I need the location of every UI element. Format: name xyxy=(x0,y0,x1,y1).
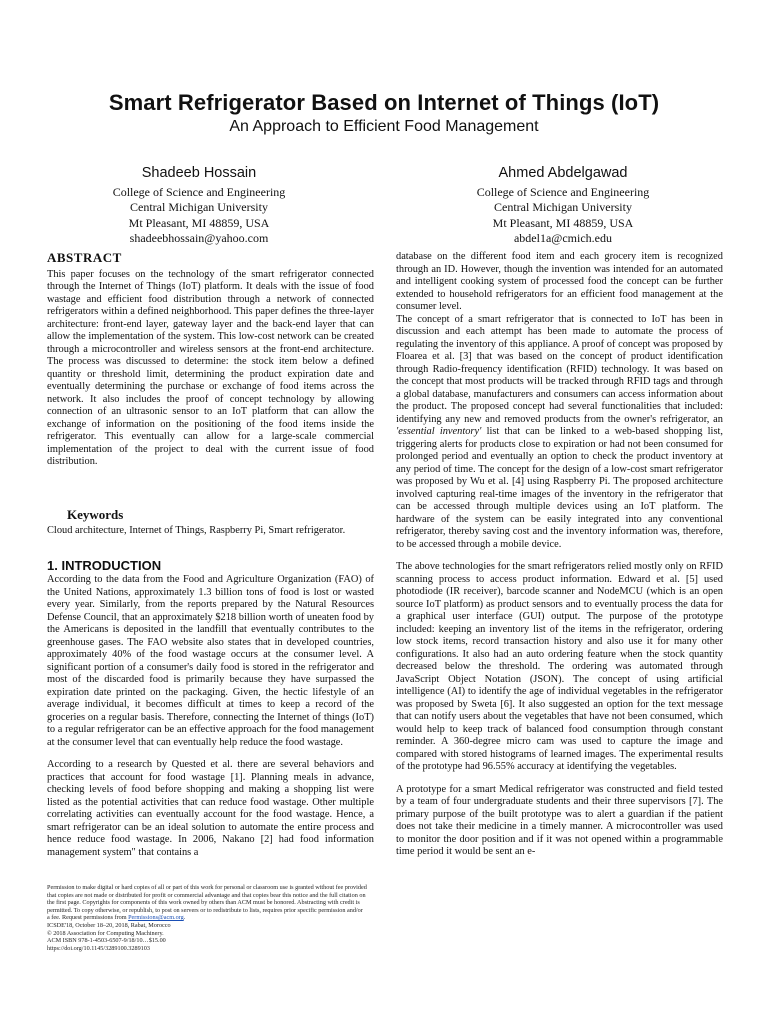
essential-inventory-term: 'essential inventory' xyxy=(396,426,482,437)
abstract-text: This paper focuses on the technology of the smart refrigerator connected through the Internet of Things (IoT) platform. It deals with the issue of food wastage and efficient food distribution through a network of connected refrigerators within a defined neighborhood. This paper defines the three-layer architecture: front-end layer, gateway layer and the back-end layer that can allow the implementation of the system. This low-cost network can be created through a microcontroller and wireless sensors at the front-end architecture. The process was discussed to determine: the stock item below a defined quantity or threshold limit, determining the product expiration date and eventually determining the purchase or exchange of food items across the network. It also includes the proof of concept technology by allowing connection of an ultrasonic sensor to an IoT platform that can allow the exchange of information on the positioning of the food items inside the refrigerator. This eventually can allow for a large-scale commercial implementation of the project to deal with the current issue of food distribution. xyxy=(47,268,374,467)
body-paragraph-1: database on the different food item and each grocery item is recognized through an ID. However, though the invention was intended for an automated and intelligent cooking system of processed food the concept can be further extended to household refrigerators for an efficient food management at the consumer level. xyxy=(396,251,723,312)
keywords-text: Cloud architecture, Internet of Things, Raspberry Pi, Smart refrigerator. xyxy=(47,525,346,536)
body-paragraph-2 xyxy=(396,314,723,552)
body-paragraph-2-start: The concept of a smart refrigerator that is connected to IoT has been in discussion and each attempt has been made to automate the process of regulating the inventory of this appliance. A proof of concept was proposed by Floarea et al. [3] that was based on the concept of product identification through Radio-frequency identification (RFID) technology. It was based on the concept that most products will be tracked through RFID tags and through a global database, manufacturers and consumers can access information about the product. The proposed concept had several functionalities that included: identifying any new and removed products from the owner's refrigerator, an xyxy=(396,313,723,425)
keywords-heading: Keywords xyxy=(67,506,124,522)
author-university: Central Michigan University xyxy=(494,200,632,214)
introduction-heading: 1. INTRODUCTION xyxy=(47,557,162,573)
body-paragraph-3: The above technologies for the smart refrigerators relied mostly only on RFID scanning process to access product information. Edward et al. [5] used photodiode (IR receiver), barcode scanner and NodeMCU (which is an open source IoT platform) as product sensors and to eventually process the data for a graphical user interface (GUI) output. The purpose of the prototype included: keeping an inventory list of the items in the refrigerator, ordering low stock items, record transaction history and also use it for many other configurations. It also had an auto ordering feature when the stock quantity decreased below the threshold. The ordering was automated through JavaScript Object Notation (JSON). The concept of using artificial intelligence (AI) to identify the age of individual vegetables in the refrigerator was proposed by Sweta [6]. It also suggested an option for the text message that can notify users about the vegetables that have not been consumed, which would help to keep track of balanced food consumption through constant reminder. A 360-degree micro cam was used to capture the image and compared with stored histograms of learned images. The experimental results of the prototype had 96.55% accuracy at identifying the vegetables. xyxy=(396,561,723,772)
author-dept: College of Science and Engineering xyxy=(112,184,286,199)
author-name: Shadeeb Hossain xyxy=(141,165,257,181)
permissions-email-link[interactable]: Permissions@acm.org xyxy=(128,914,184,922)
footnote-permission-text: Permission to make digital or hard copies of all or part of this work for personal or classroom use is granted without fee provided that copies are not made or distributed for profit or commercial advantage and that copies bear this notice and the full citation on the first page. Copyrights for components of this work owned by others than ACM must be honored. Abstracting with credit is permitted. To copy otherwise, or republish, to post on servers or to redistribute to lists, requires prior specific permission and/or a fee. Request permissions from xyxy=(47,884,367,922)
right-column xyxy=(396,251,723,859)
author-email[interactable]: abdel1a@cmich.edu xyxy=(513,231,612,245)
footnote-doi[interactable]: https://doi.org/10.1145/3289100.3289103 xyxy=(47,944,150,952)
author-block-2 xyxy=(398,166,728,247)
author-email[interactable]: shadeebhossain@yahoo.com xyxy=(129,231,269,245)
author-name: Ahmed Abdelgawad xyxy=(498,165,628,181)
paper-title: Smart Refrigerator Based on Internet of Things (IoT) xyxy=(108,90,660,115)
paper-subtitle: An Approach to Efficient Food Management xyxy=(229,118,539,135)
body-paragraph-2-end: list that can be linked to a web-based shopping list, triggering alerts for products close to expiration or had not been consumed for prolonged period and eventually an option to check the product inventory at any period of time. The concept for the design of a low-cost smart refrigerator was proposed by Wu et al. [4] using Raspberry Pi. The proposed architecture involved capturing real-time images of the inventory in the refrigerator that can be accessed through multiple devices using an IoT platform. The hardware of the system can be easily integrated into any conventional refrigerator, thereby saving cost and the inventory information was, therefore, to be accessed through a mobile device. xyxy=(396,426,723,550)
intro-paragraph-1: According to the data from the Food and Agriculture Organization (FAO) of the United Nations, approximately 1.3 billion tons of food is lost or wasted every year. Similarly, from the reports prepared by the Natural Resources Defense Council, that an approximately $218 billion worth of uneaten food by the Americans is deposited in the landfill that eventually contributes to the greenhouse gases. The FAO website also states that in developed countries, approximately 40% of the food wastage occurs at the consumer level. A significant portion of a consumer's daily food is stored in the refrigerator and most of the discarded food is primarily because they have surpassed the expiration date printed on the packaging. Given, the hectic lifestyle of an average individual, it becomes difficult at times to keep a record of the groceries on a regular basis. Therefore, connecting the Internet of things (IoT) to a regular refrigerator can be an effective approach for the food management at the consumer level that can eventually help reduce the food wastage. xyxy=(47,574,374,748)
author-location: Mt Pleasant, MI 48859, USA xyxy=(128,215,270,230)
intro-paragraph-2: According to a research by Quested et al. there are several behaviors and practices that account for food wastage [1]. Planning meals in advance, checking levels of food before shopping and making a shopping list were listed as the potential activities that can reduce food wastage. Other multiple correlating activities can eventually account for the food wastage. Hence, a smart refrigerator can be an ideal solution to automate the entire process and hence reduce food wastage. In 2006, Nakano [2] had food information management system" that contains a xyxy=(47,759,374,858)
footnote-permission: Permission to make digital or hard copies of all or part of this work for personal or classroom use is granted without fee provided that copies are not made or distributed for profit or commercial advantage and that copies bear this notice and the full citation on the first page. Copyrights for components of this work owned by others than ACM must be honored. Abstracting with credit is permitted. To copy otherwise, or republish, to post on servers or to redistribute to lists, requires prior specific permission and/or a fee. Request permissions from Permissions@acm.org. xyxy=(47,884,367,922)
author-dept: College of Science and Engineering xyxy=(476,184,650,199)
author-university: Central Michigan University xyxy=(130,200,268,214)
body-paragraph-4: A prototype for a smart Medical refrigerator was constructed and field tested by a team of four undergraduate students and their three supervisors [7]. The primary purpose of the built prototype was to alert a guardian if the patient does not take their medicine in a timely manner. A microcontroller was used to monitor the door position and if it was not opened within a programmable time period it would be sent an e- xyxy=(396,783,723,857)
permission-footnote xyxy=(47,884,367,952)
author-location: Mt Pleasant, MI 48859, USA xyxy=(492,215,634,230)
author-block-1 xyxy=(34,166,364,247)
footnote-isbn: ACM ISBN 978-1-4503-6507-9/18/10…$15.00 xyxy=(47,937,166,945)
footnote-conference: ICSDE'18, October 18–20, 2018, Rabat, Morocco xyxy=(47,921,171,929)
footnote-copyright: © 2018 Association for Computing Machinery. xyxy=(47,929,164,937)
abstract-heading: ABSTRACT xyxy=(47,250,122,265)
left-column xyxy=(47,252,374,859)
